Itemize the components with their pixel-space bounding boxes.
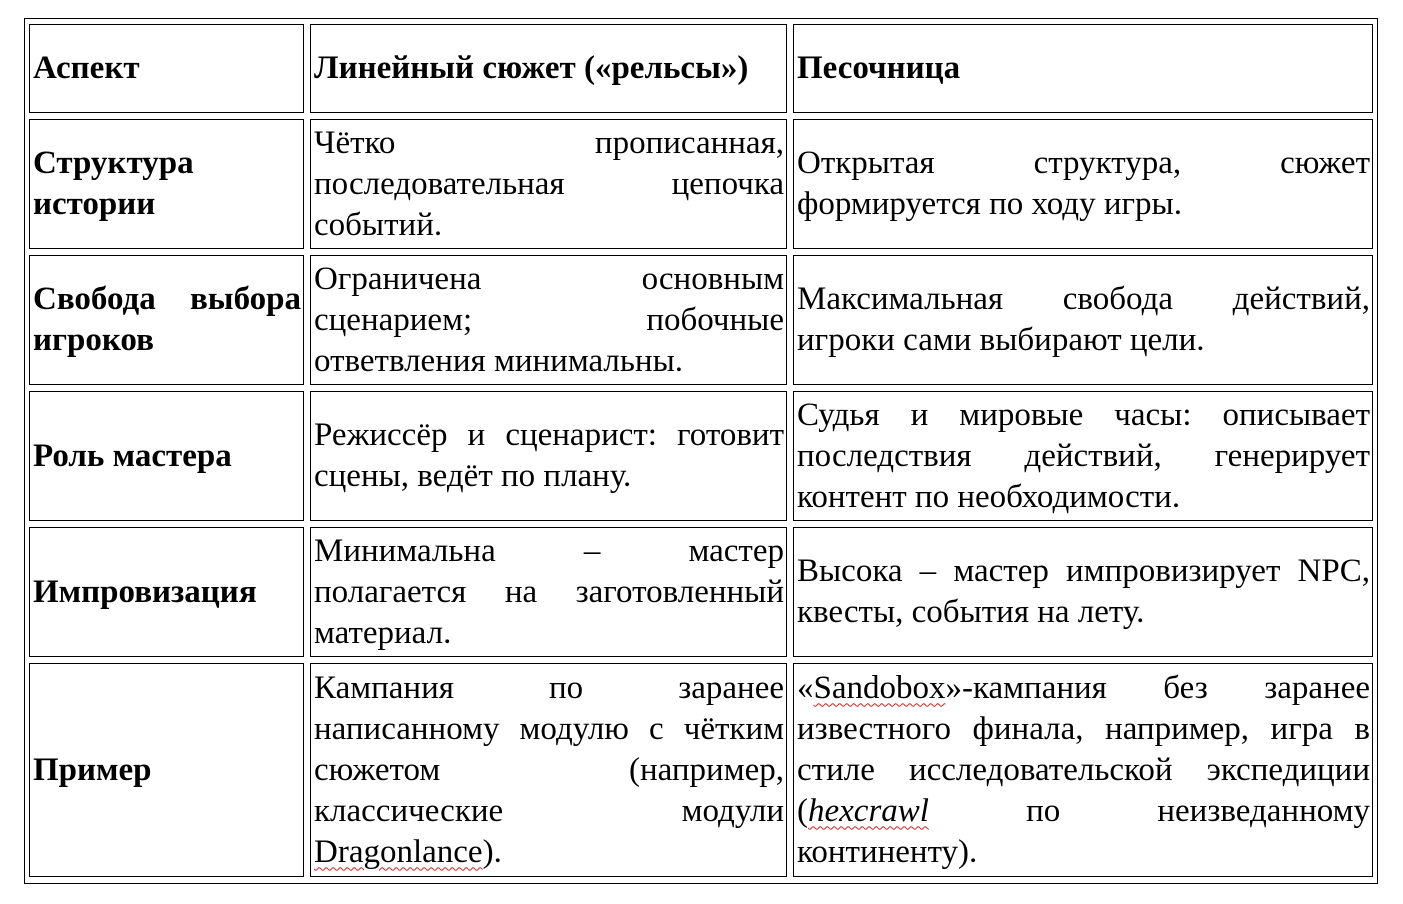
row-sandbox — [793, 663, 1373, 877]
row-aspect: Структура истории — [29, 119, 304, 249]
header-linear: Линейный сюжет («рельсы») — [310, 24, 787, 113]
row-aspect: Пример — [29, 663, 304, 877]
header-sandbox: Песочница — [793, 24, 1373, 113]
row-aspect: Свобода выбора игроков — [29, 255, 304, 385]
row-linear: Минимальна – мастер полагается на заготовленный материал. — [310, 527, 787, 657]
linear-example-term: Dragonlance — [314, 833, 483, 870]
comparison-table — [23, 18, 1379, 883]
sandbox-open-quote: « — [797, 669, 814, 706]
row-linear: Ограничена основным сценарием; побочные ответвления минимальны. — [310, 255, 787, 385]
sandbox-example-term: Sandobox — [813, 669, 946, 706]
table-row — [29, 391, 1373, 521]
linear-example-end: ). — [482, 833, 502, 870]
table-row — [29, 119, 1373, 249]
row-sandbox: Открытая структура, сюжет формируется по ходу игры. — [793, 119, 1373, 249]
row-sandbox: Высока – мастер импровизирует NPC, квесты, события на лету. — [793, 527, 1373, 657]
row-linear — [310, 663, 787, 877]
table-row — [29, 527, 1373, 657]
row-aspect: Роль мастера — [29, 391, 304, 521]
row-linear: Режиссёр и сценарист: готовит сцены, ведёт по плану. — [310, 391, 787, 521]
sandbox-example-text: »-кампания без заранее известного финала, например, игра в стиле исследовательской экспедиции ( — [797, 669, 1370, 829]
sandbox-example-end: по неизведанному континенту). — [797, 792, 1370, 870]
row-aspect: Импровизация — [29, 527, 304, 657]
row-sandbox: Судья и мировые часы: описывает последствия действий, генерирует контент по необходимости. — [793, 391, 1373, 521]
header-aspect: Аспект — [29, 24, 304, 113]
table-row — [29, 663, 1373, 877]
table-header-row — [29, 24, 1373, 113]
table-row — [29, 255, 1373, 385]
sandbox-example-italic-term: hexcrawl — [808, 792, 929, 829]
row-linear: Чётко прописанная, последовательная цепочка событий. — [310, 119, 787, 249]
linear-example-text: Кампания по заранее написанному модулю с чётким сюжетом (например, классические модули — [314, 669, 784, 829]
row-sandbox: Максимальная свобода действий, игроки сами выбирают цели. — [793, 255, 1373, 385]
